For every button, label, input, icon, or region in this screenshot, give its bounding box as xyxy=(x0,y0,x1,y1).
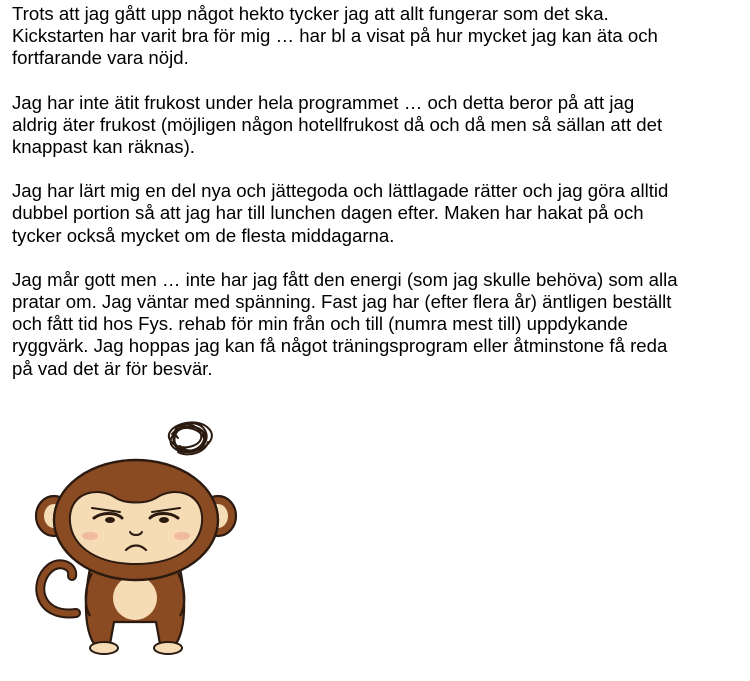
text-line: knappast kan räknas). xyxy=(12,136,195,158)
text-line: aldrig äter frukost (möjligen någon hotellfrukost då och då men så sällan att det xyxy=(12,113,663,135)
belly xyxy=(113,576,157,620)
scribble-icon xyxy=(169,422,212,454)
text-line: fortfarande vara nöjd. xyxy=(12,47,189,69)
paragraph-4 xyxy=(12,269,738,380)
face xyxy=(70,492,202,564)
text-line: ryggvärk. Jag hoppas jag kan få något träningsprogram eller åtminstone få reda xyxy=(12,335,668,357)
text-line: dubbel portion så att jag har till lunchen dagen efter. Maken har hakat på och xyxy=(12,202,644,224)
grumpy-monkey-icon xyxy=(28,408,243,663)
text-line: pratar om. Jag väntar med spänning. Fast jag har (efter flera år) äntligen beställt xyxy=(12,291,672,313)
document-body xyxy=(12,3,738,402)
text-line: tycker också mycket om de flesta middagarna. xyxy=(12,224,395,246)
text-line: Kickstarten har varit bra för mig … har bl a visat på hur mycket jag kan äta och xyxy=(12,25,658,47)
left-foot xyxy=(90,642,118,654)
paragraph-3 xyxy=(12,180,738,247)
paragraph-2 xyxy=(12,92,738,159)
right-foot xyxy=(154,642,182,654)
text-line: Trots att jag gått upp något hekto tycker jag att allt fungerar som det ska. xyxy=(12,3,609,24)
text-line: Jag har inte ätit frukost under hela programmet … och detta beror på att jag xyxy=(12,91,635,113)
text-line: och fått tid hos Fys. rehab för min från och till (numra mest till) uppdykande xyxy=(12,313,628,335)
text-line: Jag har lärt mig en del nya och jättegoda och lättlagade rätter och jag göra alltid xyxy=(12,180,669,202)
paragraph-1 xyxy=(12,3,738,70)
monkey-illustration xyxy=(28,408,243,663)
text-line: på vad det är för besvär. xyxy=(12,357,213,379)
text-line: Jag mår gott men … inte har jag fått den energi (som jag skulle behöva) som alla xyxy=(12,268,678,290)
